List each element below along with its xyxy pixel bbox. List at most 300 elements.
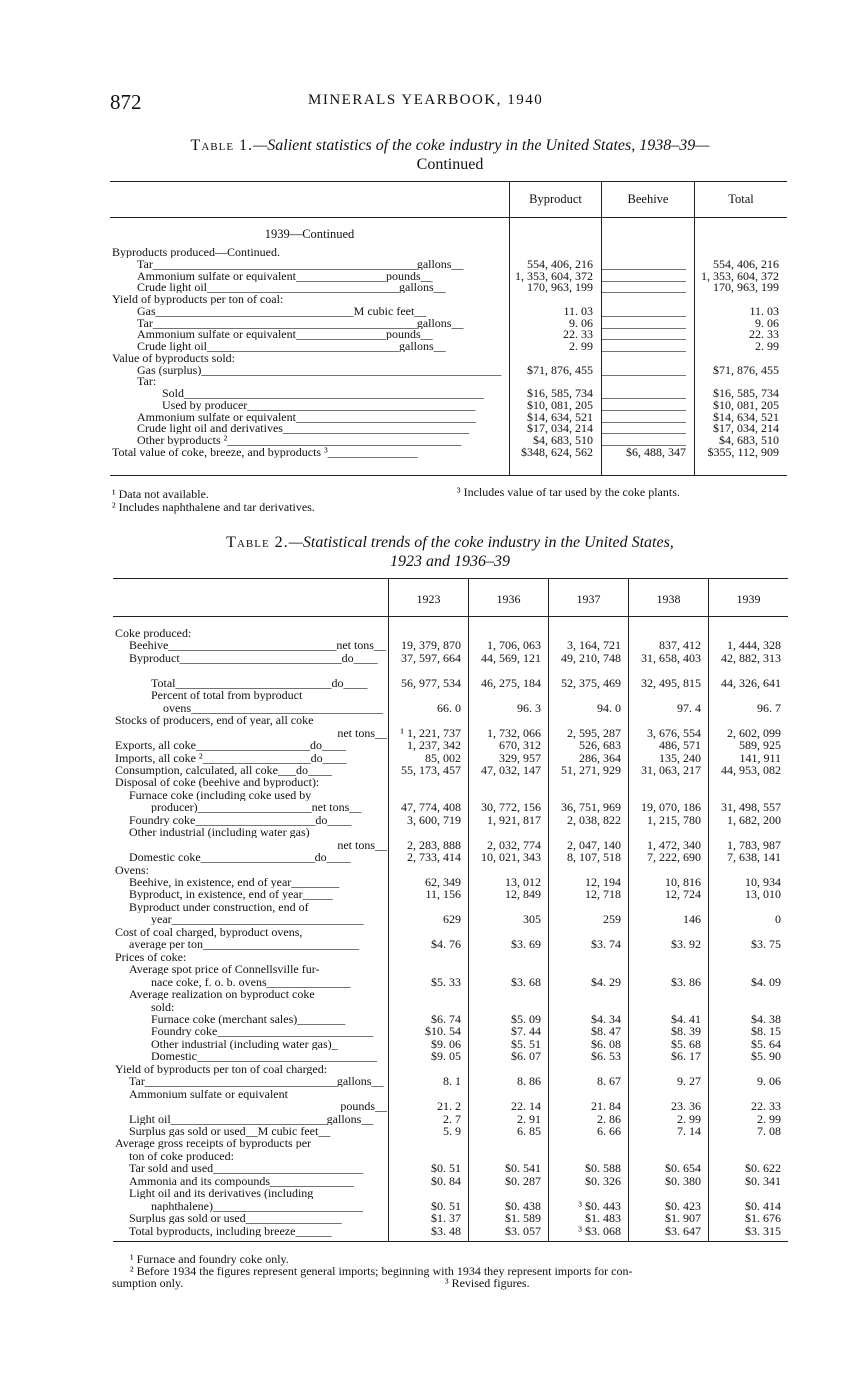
table2-cell: $3. 75	[751, 938, 781, 951]
table2-cell: 44, 953, 082	[721, 763, 781, 776]
table2-cell: $8. 15	[751, 1025, 781, 1038]
table2-cell: 141, 911	[739, 751, 781, 764]
table2-row-label: Light oil and its derivatives (including	[129, 1187, 314, 1200]
table2-cell: $0. 423	[665, 1199, 701, 1212]
table1-row-label: Tar____________________________________________gallons__	[137, 257, 464, 270]
table2-cell: 837, 412	[659, 639, 701, 652]
table2-row	[113, 826, 788, 838]
table1-row	[110, 375, 787, 387]
table2-cell: 1, 444, 328	[727, 639, 781, 652]
table2-row	[113, 951, 788, 963]
table2-row	[113, 814, 788, 826]
table2-col-header-1939: 1939	[736, 592, 761, 606]
table2-footnote-2: ² Before 1934 the figures represent general imports; beginning with 1934 they represent imports for con-	[130, 1264, 633, 1278]
table2-row	[113, 714, 788, 726]
table1-row	[110, 328, 787, 340]
table2-row-label: Byproduct, in existence, end of year_____	[129, 888, 333, 901]
table2-row	[113, 1013, 788, 1025]
table1-cell-t: 1, 353, 604, 372	[701, 269, 779, 282]
table1-col-header-byproduct: Byproduct	[529, 192, 582, 206]
table2-cell: 6. 66	[597, 1125, 621, 1137]
table2-cell: $1. 907	[665, 1212, 701, 1225]
table1-cell-b: $4, 683, 510	[533, 434, 593, 446]
table2-cell: 47, 774, 408	[401, 801, 461, 814]
table2-row-label: Tar________________________________gallons__	[129, 1075, 384, 1088]
table1-row	[110, 305, 787, 317]
table2-row	[113, 1075, 788, 1087]
table2-cell: 589, 925	[739, 739, 781, 752]
table2-cell: $4. 29	[591, 975, 621, 988]
table1-row	[110, 411, 787, 423]
table2-row-label: Ammonium sulfate or equivalent	[129, 1087, 288, 1100]
table2-row	[113, 864, 788, 876]
table1-row	[110, 387, 787, 399]
table2-cell: $6. 07	[511, 1050, 541, 1063]
table1-row	[110, 364, 787, 376]
table1-row-label: Yield of byproducts per ton of coal:	[112, 293, 284, 305]
table2-row	[113, 702, 788, 714]
table1-cell-h: ______________	[602, 269, 686, 282]
table2-cell: 3, 164, 721	[567, 639, 621, 652]
table2-cell: $0. 380	[665, 1174, 701, 1187]
table2-cell: $6. 53	[591, 1050, 621, 1063]
table1-cell-h: ______________	[602, 410, 686, 423]
table2-cell: 55, 173, 457	[401, 763, 461, 776]
table2-row	[113, 1162, 788, 1174]
table1-footnote-1: ¹ Data not available.	[112, 487, 209, 501]
table2-cell: 56, 977, 534	[401, 676, 461, 689]
table1-cell-t: 22. 33	[749, 328, 779, 341]
table1-top-rule	[110, 181, 787, 182]
table2-cell: 97. 4	[677, 701, 701, 714]
table2-row-label: Percent of total from byproduct	[151, 689, 303, 702]
table1-footnote-3: ³ Includes value of tar used by the coke plants.	[457, 485, 680, 499]
table2-row-label: Foundry coke__________________________	[151, 1025, 374, 1038]
table2-cell: 1, 682, 200	[727, 813, 781, 826]
table2-row	[113, 839, 788, 851]
table2-cell: 2, 038, 822	[567, 813, 621, 826]
table1-row	[110, 281, 787, 293]
table2-cell: 9. 27	[677, 1075, 701, 1088]
table2-cell: $0. 414	[745, 1199, 781, 1212]
table2-row-label: Imports, all coke ²__________________do____	[115, 751, 347, 764]
table1-cell-h: ______________	[602, 304, 686, 317]
table2-cell: $5. 09	[511, 1012, 541, 1025]
table2-cell: 0	[775, 913, 781, 926]
table2-cell: 8, 107, 518	[567, 851, 621, 864]
table2-cell: 305	[523, 913, 541, 926]
table2-row	[113, 727, 788, 739]
table2-cell: 286, 364	[579, 751, 621, 764]
table1-cell-h: ______________	[602, 363, 686, 376]
table2-cell: $4. 09	[751, 975, 781, 988]
table2-footnote-3: ³ Revised figures.	[445, 1276, 530, 1290]
table2-col-header-1938: 1938	[656, 592, 681, 606]
table2-cell: 96. 7	[757, 701, 781, 714]
table2-cell: 2, 595, 287	[567, 726, 621, 739]
table1-cell-t: $14, 634, 521	[713, 410, 779, 423]
table2-row-label: Average spot price of Connellsville fur-	[129, 963, 320, 976]
table1-cell-t: 554, 406, 216	[713, 257, 779, 270]
table1-row	[110, 340, 787, 352]
table2-row-label: Beehive____________________________net tons__	[129, 639, 386, 652]
table1-row-label: Tar:	[137, 375, 157, 388]
table2-cell: 2, 047, 140	[567, 838, 621, 851]
table2-cell: 1, 783, 987	[727, 838, 781, 851]
table2-cell: 2, 602, 099	[727, 726, 781, 739]
table2-cell: 31, 063, 217	[641, 763, 701, 776]
table1-title-cont: Continued	[416, 156, 484, 173]
table1-section-label: 1939—Continued	[264, 227, 355, 241]
table2-row-label: Surplus gas sold or used__M cubic feet__	[129, 1125, 331, 1137]
table2-cell: $0. 654	[665, 1162, 701, 1175]
table2-cell: $0. 287	[505, 1174, 541, 1187]
table2-cell: 19, 379, 870	[401, 639, 461, 652]
table2-col-header-1923: 1923	[416, 592, 441, 606]
table1-row	[110, 352, 787, 364]
table2-cell: 329, 957	[499, 751, 541, 764]
table2-cell: $1. 37	[431, 1212, 461, 1225]
table2-row	[113, 752, 788, 764]
table2-row-label: Beehive, in existence, end of year________	[129, 876, 340, 888]
table1-row	[110, 317, 787, 329]
table2-cell: 30, 772, 156	[481, 801, 541, 814]
table2-row-label: producer)___________________net tons__	[151, 801, 362, 814]
table1-row-label: Used by producer______________________________________	[162, 398, 476, 411]
table1-cell-b: 11. 03	[563, 304, 593, 317]
table2-title-text-2: 1923 and 1936–39	[390, 553, 510, 570]
table1-cell-h: ______________	[602, 387, 686, 399]
table1-cell-h: ______________	[602, 328, 686, 341]
table2-cell: 5. 9	[443, 1125, 461, 1137]
table2-cell: 2. 7	[443, 1112, 461, 1125]
table2-cell: 2. 99	[677, 1112, 701, 1125]
table2-cell: $0. 622	[745, 1162, 781, 1175]
table2-row	[113, 776, 788, 788]
table2-cell: $5. 51	[511, 1037, 541, 1050]
table1-cell-b: 170, 963, 199	[527, 281, 593, 294]
table1-cell-h: ______________	[602, 434, 686, 446]
table1-cell-b: 1, 353, 604, 372	[515, 269, 593, 282]
table2-row	[113, 1150, 788, 1162]
table2-cell: 135, 240	[659, 751, 701, 764]
table2-cell: 1, 732, 066	[487, 726, 541, 739]
table2-cell: 10, 934	[745, 876, 781, 888]
table2-top-rule	[113, 578, 788, 579]
table2-cell: 2. 86	[597, 1112, 621, 1125]
table1-cell-t: $16, 585, 734	[713, 387, 779, 399]
table2-cell: 31, 498, 557	[721, 801, 781, 814]
table2-cell: ¹ 1, 221, 737	[400, 726, 461, 739]
table2-title-prefix: Table 2.	[226, 534, 289, 551]
table1-cell-h: ______________	[602, 422, 686, 435]
table2-row	[113, 988, 788, 1000]
table2-cell: 85, 002	[425, 751, 461, 764]
table2-row	[113, 639, 788, 651]
table1-cell-t: 2. 99	[755, 340, 779, 352]
table2-title-text-1: —Statistical trends of the coke industry in the United States,	[288, 534, 674, 551]
table1-row-label: Byproducts produced—Continued.	[112, 246, 280, 258]
table2-cell: 9. 06	[757, 1075, 781, 1088]
table2-cell: 36, 751, 969	[561, 801, 621, 814]
table2-cell: $1. 676	[745, 1212, 781, 1225]
table2-row	[113, 901, 788, 913]
table2-cell: $3. 92	[671, 938, 701, 951]
table1-bottom-rule	[110, 475, 787, 476]
table1-cell-t: 9. 06	[755, 316, 779, 329]
table1-cell-t: 11. 03	[749, 304, 779, 317]
table2-row-label: Prices of coke:	[115, 950, 187, 963]
table2-cell: $0. 341	[745, 1174, 781, 1187]
table1-row	[110, 246, 787, 258]
table2-row-label: net tons__	[337, 726, 387, 739]
table2-row-label: average per ton__________________________	[129, 938, 359, 951]
table2-cell: $6. 17	[671, 1050, 701, 1063]
table2-cell: $3. 74	[591, 938, 621, 951]
table2-cell: 12, 849	[505, 888, 541, 901]
table2-row	[113, 913, 788, 925]
table1-row-label: Ammonium sulfate or equivalent_______________pounds__	[137, 328, 433, 341]
table1-cell-h: ______________	[602, 281, 686, 294]
table1-row-label: Other byproducts ²_______________________________________	[137, 434, 462, 446]
table2-cell: $8. 39	[671, 1025, 701, 1038]
table1-row-label: Value of byproducts sold:	[112, 351, 235, 364]
table1-row-label: Gas_________________________________M cubic feet__	[137, 304, 427, 317]
running-title: MINERALS YEARBOOK, 1940	[308, 92, 544, 108]
table2-cell: $9. 06	[431, 1037, 461, 1050]
table1-row-label: Crude light oil________________________________gallons__	[137, 281, 446, 294]
table1-cell-b: 22. 33	[563, 328, 593, 341]
table2-row-label: Light oil__________________________gallons__	[129, 1112, 374, 1125]
table2-cell: $8. 47	[591, 1025, 621, 1038]
table2-cell: $4. 38	[751, 1012, 781, 1025]
table2-cell: 10, 816	[665, 876, 701, 888]
table2-row-label: Foundry coke____________________do____	[129, 813, 352, 826]
table1-cell-b: 9. 06	[569, 316, 593, 329]
table2-cell: 44, 326, 641	[721, 676, 781, 689]
table2-cell: $3. 69	[511, 938, 541, 951]
table2-row	[113, 1137, 788, 1149]
table2-cell: $3. 68	[511, 975, 541, 988]
table1-cell-h: ______________	[602, 340, 686, 352]
table2-row	[113, 1225, 788, 1237]
table2-cell: $4. 76	[431, 938, 461, 951]
table2-cell: $0. 51	[431, 1199, 461, 1212]
table2-cell: 2, 733, 414	[407, 851, 461, 864]
table2-row-label: Ovens:	[115, 863, 149, 876]
table2-cell: 21. 2	[437, 1100, 461, 1113]
table2-row	[113, 1100, 788, 1112]
table1-row-label: Crude light oil and derivatives_______________________________	[137, 422, 469, 435]
table2-cell: 31, 658, 403	[641, 651, 701, 664]
table2-row	[113, 1063, 788, 1075]
table2-cell: 6. 85	[517, 1125, 541, 1137]
table2-cell: 3, 676, 554	[647, 726, 701, 739]
table2-row-label: Furnace coke (including coke used by	[129, 788, 312, 801]
table2-row-label: pounds__	[340, 1100, 387, 1113]
table2-cell: $0. 51	[431, 1162, 461, 1175]
table1-cell-t: $355, 112, 909	[707, 445, 779, 458]
table2-footnote-1: ¹ Furnace and foundry coke only.	[130, 1252, 289, 1266]
table2-cell: $3. 057	[505, 1224, 541, 1237]
table2-row-label: year________________________________	[151, 913, 364, 926]
page-number: 872	[110, 90, 142, 114]
table1-cell-h: ______________	[602, 316, 686, 329]
table2-cell: $6. 08	[591, 1037, 621, 1050]
table2-cell: 2, 032, 774	[487, 838, 541, 851]
table2-cell: 62, 349	[425, 876, 461, 888]
table2-row	[113, 1200, 788, 1212]
table1-title	[110, 136, 790, 174]
table2-cell: 7, 222, 690	[647, 851, 701, 864]
table2-cell: 13, 012	[505, 876, 541, 888]
table2-cell: 2. 99	[757, 1112, 781, 1125]
table2-row	[113, 938, 788, 950]
table2-row	[113, 1187, 788, 1199]
table2-row	[113, 739, 788, 751]
table2-cell: 670, 312	[499, 739, 541, 752]
table1-row-label: Sold__________________________________________________	[162, 387, 485, 399]
table1-cell-b: 554, 406, 216	[527, 257, 593, 270]
table1-cell-b: $10, 081, 205	[527, 398, 593, 411]
table2-cell: 23. 36	[671, 1100, 701, 1113]
table2-cell: $3. 48	[431, 1224, 461, 1237]
table2-cell: ³ $3. 068	[578, 1224, 621, 1237]
table1-cell-t: $10, 081, 205	[713, 398, 779, 411]
table2-cell: 46, 275, 184	[481, 676, 541, 689]
table2-row	[113, 677, 788, 689]
table2-row	[113, 1088, 788, 1100]
table2-cell: 629	[443, 913, 461, 926]
table2-row-label: Ammonia and its compounds______________	[129, 1174, 354, 1187]
table2-cell: 66. 0	[437, 701, 461, 714]
table2-row	[113, 627, 788, 639]
table2-cell: $0. 541	[505, 1162, 541, 1175]
table2-cell: 94. 0	[597, 701, 621, 714]
table2-cell: $5. 90	[751, 1050, 781, 1063]
table2-cell: 37, 597, 664	[401, 651, 461, 664]
table2-cell: $1. 589	[505, 1212, 541, 1225]
table2-row	[113, 876, 788, 888]
table1-row	[110, 270, 787, 282]
table2-cell: 7, 638, 141	[727, 851, 781, 864]
table2-cell: 13, 010	[745, 888, 781, 901]
table2-row	[113, 789, 788, 801]
table1-row	[110, 422, 787, 434]
table2-cell: $1. 483	[585, 1212, 621, 1225]
table2-cell: 2. 91	[517, 1112, 541, 1125]
table2-row-label: Surplus gas sold or used________________	[129, 1212, 342, 1225]
table2-cell: $4. 41	[671, 1012, 701, 1025]
table2-cell: $0. 84	[431, 1174, 461, 1187]
table2-row-label: Furnace coke (merchant sales)________	[151, 1012, 346, 1025]
table2-cell: 8. 86	[517, 1075, 541, 1088]
table2-row	[113, 1025, 788, 1037]
table2-cell: 12, 724	[665, 888, 701, 901]
table2-cell: 1, 237, 342	[407, 739, 461, 752]
table2-cell: $5. 33	[431, 975, 461, 988]
table2-header-rule	[113, 616, 788, 617]
table2-cell: 7. 08	[757, 1125, 781, 1137]
table2-cell: 1, 472, 340	[647, 838, 701, 851]
table2-cell: $5. 64	[751, 1037, 781, 1050]
table1-row-label: Ammonium sulfate or equivalent______________________________	[137, 410, 476, 423]
table2-col-header-1936: 1936	[496, 592, 521, 606]
table2-cell: 12, 194	[585, 876, 621, 888]
table2-row-label: Byproduct under construction, end of	[129, 900, 309, 913]
table2-row	[113, 1038, 788, 1050]
table2-cell: $9. 05	[431, 1050, 461, 1063]
table2-row-label: Byproduct___________________________do____	[129, 651, 378, 664]
table1-cell-b: $348, 624, 562	[521, 445, 593, 458]
table2-row	[113, 976, 788, 988]
table1-row-label: Crude light oil________________________________gallons__	[137, 340, 446, 352]
table2-row-label: nace coke, f. o. b. ovens______________	[151, 975, 351, 988]
table1-row	[110, 258, 787, 270]
table1-col-header-total: Total	[728, 192, 754, 206]
table2-row	[113, 926, 788, 938]
table2-row	[113, 664, 788, 676]
table1-row	[110, 446, 787, 458]
table2-row	[113, 851, 788, 863]
table1-row	[110, 399, 787, 411]
table2-cell: $0. 588	[585, 1162, 621, 1175]
table2-cell: 22. 14	[511, 1100, 541, 1113]
table1-row	[110, 293, 787, 305]
table2-row	[113, 801, 788, 813]
table1-row-label: Total value of coke, breeze, and byproducts ³_______________	[112, 445, 418, 458]
table2-row-label: Stocks of producers, end of year, all coke	[115, 714, 314, 727]
table2-row-label: Disposal of coke (beehive and byproduct):	[115, 776, 320, 789]
table2-cell: $10. 54	[425, 1025, 461, 1038]
table2-footnote-2-cont: sumption only.	[112, 1276, 184, 1290]
table1-col-header-beehive: Beehive	[627, 192, 669, 206]
table2-row	[113, 1113, 788, 1125]
table2-cell: $6. 74	[431, 1012, 461, 1025]
table2-cell: 1, 706, 063	[487, 639, 541, 652]
table2-cell: 42, 882, 313	[721, 651, 781, 664]
table2-cell: 32, 495, 815	[641, 676, 701, 689]
table2-row	[113, 1001, 788, 1013]
table2-cell: 10, 021, 343	[481, 851, 541, 864]
table1-row-label: Tar____________________________________________gallons__	[137, 316, 464, 329]
table2-cell: 12, 718	[585, 888, 621, 901]
table1-cell-t: $17, 034, 214	[713, 422, 779, 435]
table2-row-label: Cost of coal charged, byproduct ovens,	[115, 925, 303, 938]
table2-cell: 96. 3	[517, 701, 541, 714]
table2-cell: $0. 438	[505, 1199, 541, 1212]
table1-header-rule	[110, 217, 787, 218]
table2-row-label: naphthalene)_________________________	[151, 1199, 363, 1212]
table2-row	[113, 1175, 788, 1187]
table2-cell: $3. 647	[665, 1224, 701, 1237]
table2-cell: $7. 44	[511, 1025, 541, 1038]
table2-cell: $0. 326	[585, 1174, 621, 1187]
table2-cell: 19, 070, 186	[641, 801, 701, 814]
table2-row-label: Other industrial (including water gas)_	[151, 1037, 338, 1050]
table2-cell: ³ $0. 443	[578, 1199, 621, 1212]
table2-row	[113, 1050, 788, 1062]
table1-cell-h: $6, 488, 347	[626, 445, 686, 458]
table1-cell-h: ______________	[602, 257, 686, 270]
table2-cell: 49, 210, 748	[561, 651, 621, 664]
table2-cell: 44, 569, 121	[481, 651, 541, 664]
table2-cell: 1, 215, 780	[647, 813, 701, 826]
table2-row	[113, 652, 788, 664]
table1-cell-b: $17, 034, 214	[527, 422, 593, 435]
table1-cell-h: ______________	[602, 398, 686, 411]
table2-cell: 8. 1	[443, 1075, 461, 1088]
